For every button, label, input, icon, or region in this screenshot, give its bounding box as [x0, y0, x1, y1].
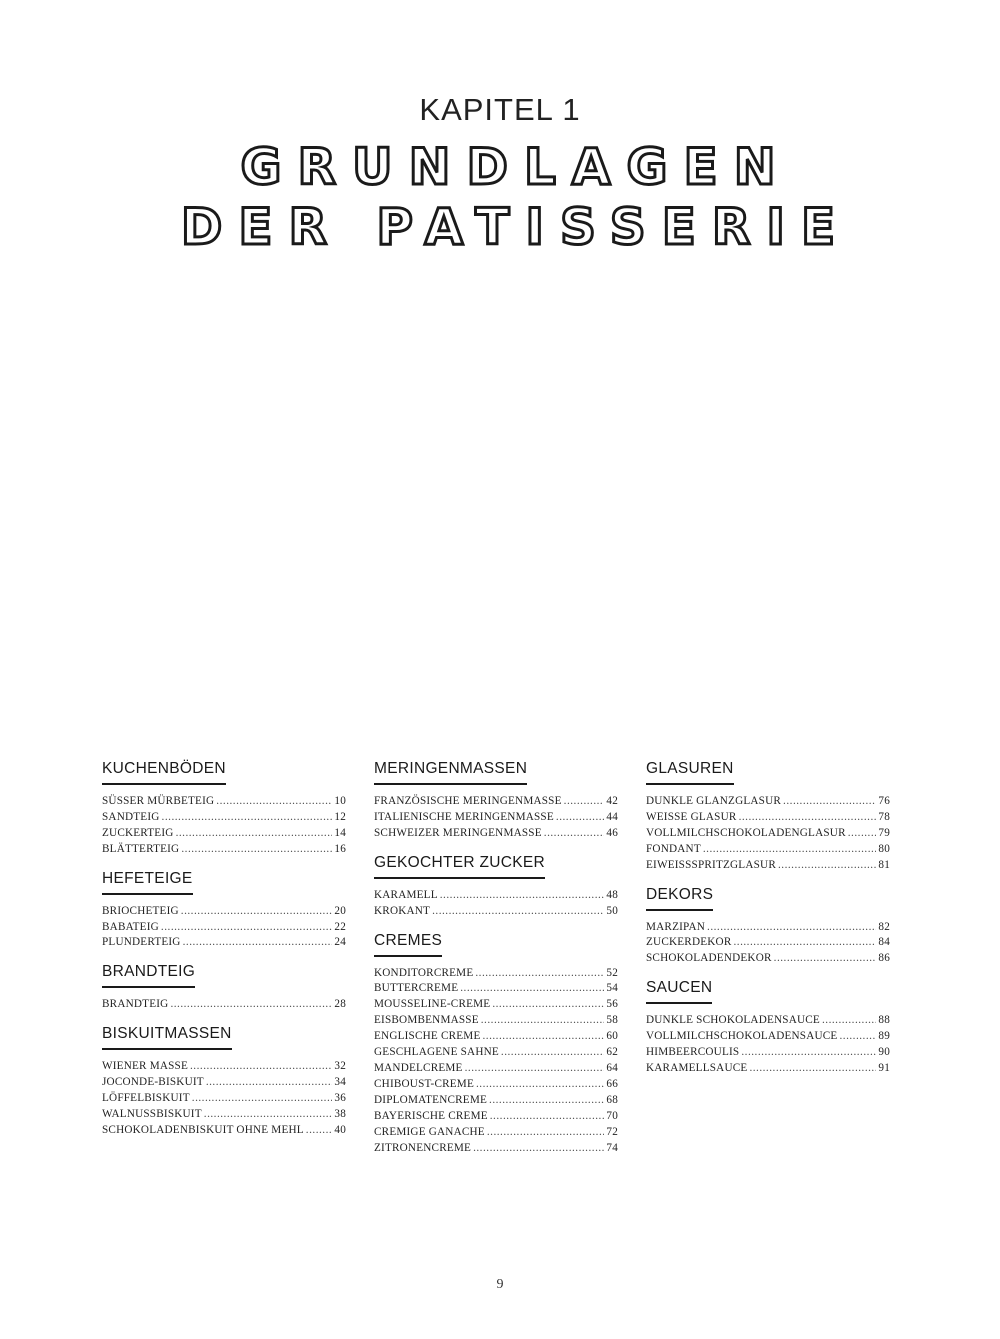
toc-dot-leader	[822, 1013, 876, 1029]
toc-section-heading: KUCHENBÖDEN	[102, 760, 226, 785]
toc-entry-page: 84	[878, 936, 890, 949]
toc-dot-leader	[306, 1123, 333, 1139]
toc-section-heading: BRANDTEIG	[102, 963, 195, 988]
toc-column-1	[102, 760, 346, 1151]
toc-dot-leader	[192, 1091, 333, 1107]
toc-entry	[374, 981, 618, 997]
toc-section	[102, 870, 346, 952]
chapter-title-line-1: GRUNDLAGEN	[240, 138, 792, 196]
toc-entry-page: 44	[606, 810, 618, 823]
toc-dot-leader	[848, 826, 877, 842]
toc-entry	[374, 794, 618, 810]
toc-entry	[102, 1123, 346, 1139]
toc-entry-title: SCHOKOLADENBISKUIT OHNE MEHL	[102, 1123, 304, 1136]
toc-entry-page: 32	[334, 1060, 346, 1073]
toc-entry	[646, 826, 890, 842]
toc-entry-title: PLUNDERTEIG	[102, 936, 181, 949]
toc-entry-page: 28	[334, 998, 346, 1011]
page-number: 9	[496, 1277, 504, 1292]
toc-entry	[102, 842, 346, 858]
toc-entry	[374, 1109, 618, 1125]
toc-entry	[374, 1045, 618, 1061]
toc-dot-leader	[162, 810, 333, 826]
toc-dot-leader	[476, 1077, 604, 1093]
toc-section-heading: GLASUREN	[646, 760, 734, 785]
toc-entry-page: 14	[334, 826, 346, 839]
toc-dot-leader	[703, 842, 877, 858]
toc-entry	[374, 888, 618, 904]
toc-entry-title: MOUSSELINE-CREME	[374, 998, 491, 1011]
toc-section	[374, 932, 618, 1157]
toc-section-heading: BISKUITMASSEN	[102, 1025, 232, 1050]
toc-dot-leader	[440, 888, 605, 904]
toc-entry	[374, 810, 618, 826]
toc-entry-title: WEISSE GLASUR	[646, 810, 737, 823]
toc-entry	[646, 1061, 890, 1077]
toc-dot-leader	[707, 920, 876, 936]
toc-entry-page: 90	[878, 1046, 890, 1059]
toc-entry-page: 34	[334, 1076, 346, 1089]
toc-entry-page: 48	[606, 888, 618, 901]
toc-dot-leader	[181, 904, 333, 920]
toc-entry-title: MARZIPAN	[646, 920, 706, 933]
toc-section-heading: CREMES	[374, 932, 442, 957]
toc-section	[646, 979, 890, 1077]
toc-dot-leader	[544, 826, 605, 842]
toc-entry-page: 16	[334, 842, 346, 855]
toc-entry	[102, 1059, 346, 1075]
toc-dot-leader	[176, 826, 333, 842]
toc-entry-title: KARAMELL	[374, 888, 438, 901]
toc-entry-page: 91	[878, 1061, 890, 1074]
toc-entry	[374, 1141, 618, 1157]
toc-entry	[646, 794, 890, 810]
toc-entry-page: 12	[334, 810, 346, 823]
toc-column-2	[374, 760, 618, 1168]
toc-entry-title: KARAMELLSAUCE	[646, 1061, 748, 1074]
toc-entry	[374, 997, 618, 1013]
toc-column-3	[646, 760, 890, 1089]
toc-entry	[374, 1029, 618, 1045]
toc-entry-title: CHIBOUST-CREME	[374, 1077, 474, 1090]
toc-dot-leader	[501, 1045, 605, 1061]
toc-section	[102, 1025, 346, 1139]
toc-section	[374, 760, 618, 842]
toc-entry	[374, 904, 618, 920]
toc-dot-leader	[490, 1109, 605, 1125]
toc-entry-title: VOLLMILCHSCHOKOLADENSAUCE	[646, 1030, 838, 1043]
toc-entry-title: LÖFFELBISKUIT	[102, 1092, 190, 1105]
toc-entry-title: ZITRONENCREME	[374, 1141, 472, 1154]
toc-dot-leader	[556, 810, 605, 826]
toc-entry-page: 89	[878, 1030, 890, 1043]
toc-entry-title: EIWEISSSPRITZGLASUR	[646, 858, 776, 871]
toc-entry-title: KROKANT	[374, 904, 431, 917]
toc-dot-leader	[487, 1125, 605, 1141]
toc-section-heading: SAUCEN	[646, 979, 712, 1004]
toc-entry	[646, 858, 890, 874]
toc-entry-page: 46	[606, 826, 618, 839]
toc-entry	[102, 826, 346, 842]
toc-dot-leader	[774, 951, 877, 967]
chapter-title-line-2: DER PATISSERIE	[180, 198, 852, 256]
toc-entry-page: 20	[334, 904, 346, 917]
toc-entry	[646, 920, 890, 936]
toc-entry	[102, 1075, 346, 1091]
toc-dot-leader	[739, 810, 877, 826]
toc-entry-page: 78	[878, 810, 890, 823]
toc-entry	[646, 951, 890, 967]
toc-section-heading: DEKORS	[646, 886, 713, 911]
toc-section-heading: GEKOCHTER ZUCKER	[374, 854, 545, 879]
toc-entry-page: 86	[878, 952, 890, 965]
toc-entry	[102, 997, 346, 1013]
toc-entry-page: 88	[878, 1014, 890, 1027]
toc-entry-page: 82	[878, 920, 890, 933]
toc-entry-title: FRANZÖSISCHE MERINGENMASSE	[374, 795, 562, 807]
toc-section	[646, 886, 890, 968]
toc-entry-title: KONDITORCREME	[374, 966, 474, 979]
toc-entry-title: BAYERISCHE CREME	[374, 1109, 488, 1122]
toc-entry	[646, 935, 890, 951]
toc-entry-title: MANDELCREME	[374, 1061, 463, 1074]
toc-entry-title: GESCHLAGENE SAHNE	[374, 1046, 499, 1059]
toc-dot-leader	[432, 904, 604, 920]
toc-entry	[374, 1093, 618, 1109]
toc-entry	[102, 1107, 346, 1123]
toc-dot-leader	[564, 794, 605, 810]
toc-entry-page: 24	[334, 936, 346, 949]
toc-entry-page: 54	[606, 982, 618, 995]
toc-dot-leader	[489, 1093, 604, 1109]
toc-entry	[646, 1029, 890, 1045]
toc-entry	[102, 810, 346, 826]
toc-section	[374, 854, 618, 920]
toc-dot-leader	[778, 858, 876, 874]
toc-entry-title: DUNKLE GLANZGLASUR	[646, 795, 782, 807]
toc-section-heading: HEFETEIGE	[102, 870, 193, 895]
toc-entry-page: 72	[606, 1125, 618, 1138]
toc-entry-title: SCHWEIZER MERINGENMASSE	[374, 826, 542, 839]
toc-entry-page: 62	[606, 1046, 618, 1059]
toc-entry-title: ZUCKERDEKOR	[646, 936, 732, 949]
toc-entry-title: ITALIENISCHE MERINGENMASSE	[374, 810, 554, 823]
toc-dot-leader	[492, 997, 604, 1013]
toc-entry-page: 68	[606, 1093, 618, 1106]
toc-entry-page: 42	[606, 795, 618, 807]
toc-entry-title: BABATEIG	[102, 920, 159, 933]
toc-entry	[374, 1061, 618, 1077]
toc-entry	[374, 1013, 618, 1029]
toc-section	[102, 963, 346, 1013]
toc-entry-title: EISBOMBENMASSE	[374, 1014, 479, 1027]
toc-entry-title: SANDTEIG	[102, 810, 160, 823]
toc-entry-title: BUTTERCREME	[374, 982, 459, 995]
toc-entry-title: WIENER MASSE	[102, 1060, 188, 1073]
toc-entry-page: 79	[878, 826, 890, 839]
toc-dot-leader	[190, 1059, 332, 1075]
toc-section	[646, 760, 890, 874]
toc-dot-leader	[839, 1029, 876, 1045]
toc-dot-leader	[460, 981, 604, 997]
toc-dot-leader	[481, 1013, 605, 1029]
toc-entry-page: 40	[334, 1123, 346, 1136]
toc-entry-page: 76	[878, 795, 890, 807]
toc-entry-page: 56	[606, 998, 618, 1011]
toc-entry-page: 10	[334, 795, 346, 807]
toc-entry-title: JOCONDE-BISKUIT	[102, 1076, 204, 1089]
toc-entry-title: WALNUSSBISKUIT	[102, 1107, 202, 1120]
toc-entry-page: 22	[334, 920, 346, 933]
toc-dot-leader	[204, 1107, 333, 1123]
toc-entry	[374, 1125, 618, 1141]
toc-entry-page: 66	[606, 1077, 618, 1090]
toc-entry	[646, 1045, 890, 1061]
toc-entry-title: BRANDTEIG	[102, 998, 169, 1011]
toc-entry	[102, 794, 346, 810]
toc-entry	[102, 1091, 346, 1107]
toc-entry-title: HIMBEERCOULIS	[646, 1046, 740, 1059]
toc-dot-leader	[475, 966, 604, 982]
toc-entry-title: BRIOCHETEIG	[102, 904, 179, 917]
toc-entry-title: SCHOKOLADENDEKOR	[646, 952, 772, 965]
toc-entry	[374, 1077, 618, 1093]
toc-entry-title: ENGLISCHE CREME	[374, 1030, 481, 1043]
toc-entry	[374, 966, 618, 982]
toc-dot-leader	[733, 935, 876, 951]
toc-dot-leader	[473, 1141, 604, 1157]
toc-entry	[102, 904, 346, 920]
toc-dot-leader	[170, 997, 332, 1013]
toc-dot-leader	[783, 794, 876, 810]
toc-entry	[646, 842, 890, 858]
toc-entry-title: BLÄTTERTEIG	[102, 842, 180, 855]
toc-section	[102, 760, 346, 858]
toc-entry-page: 38	[334, 1107, 346, 1120]
toc-entry-page: 36	[334, 1092, 346, 1105]
toc-dot-leader	[206, 1075, 333, 1091]
toc-section-heading: MERINGENMASSEN	[374, 760, 527, 785]
toc-dot-leader	[216, 794, 332, 810]
toc-entry-title: FONDANT	[646, 842, 701, 855]
toc-entry-title: VOLLMILCHSCHOKOLADENGLASUR	[646, 826, 846, 839]
toc-entry-page: 64	[606, 1061, 618, 1074]
toc-entry	[102, 920, 346, 936]
toc-dot-leader	[161, 920, 332, 936]
toc-dot-leader	[749, 1061, 876, 1077]
toc-dot-leader	[482, 1029, 604, 1045]
toc-entry-title: DIPLOMATENCREME	[374, 1093, 488, 1106]
toc-entry-title: SÜSSER MÜRBETEIG	[102, 795, 215, 807]
toc-entry-page: 52	[606, 966, 618, 979]
toc-dot-leader	[741, 1045, 876, 1061]
toc-dot-leader	[465, 1061, 605, 1077]
toc-entry	[646, 1013, 890, 1029]
toc-entry	[102, 935, 346, 951]
toc-entry	[374, 826, 618, 842]
toc-entry-page: 81	[878, 858, 890, 871]
toc-entry-page: 50	[606, 904, 618, 917]
toc-entry-title: DUNKLE SCHOKOLADENSAUCE	[646, 1014, 820, 1027]
chapter-label: KAPITEL 1	[419, 92, 581, 127]
toc-entry-title: CREMIGE GANACHE	[374, 1125, 485, 1138]
toc-entry-page: 60	[606, 1030, 618, 1043]
toc-entry-page: 70	[606, 1109, 618, 1122]
toc-dot-leader	[183, 935, 333, 951]
toc-entry-title: ZUCKERTEIG	[102, 826, 174, 839]
toc-dot-leader	[181, 842, 332, 858]
toc-entry-page: 58	[606, 1014, 618, 1027]
toc-entry-page: 74	[606, 1141, 618, 1154]
toc-entry-page: 80	[878, 842, 890, 855]
toc-entry	[646, 810, 890, 826]
